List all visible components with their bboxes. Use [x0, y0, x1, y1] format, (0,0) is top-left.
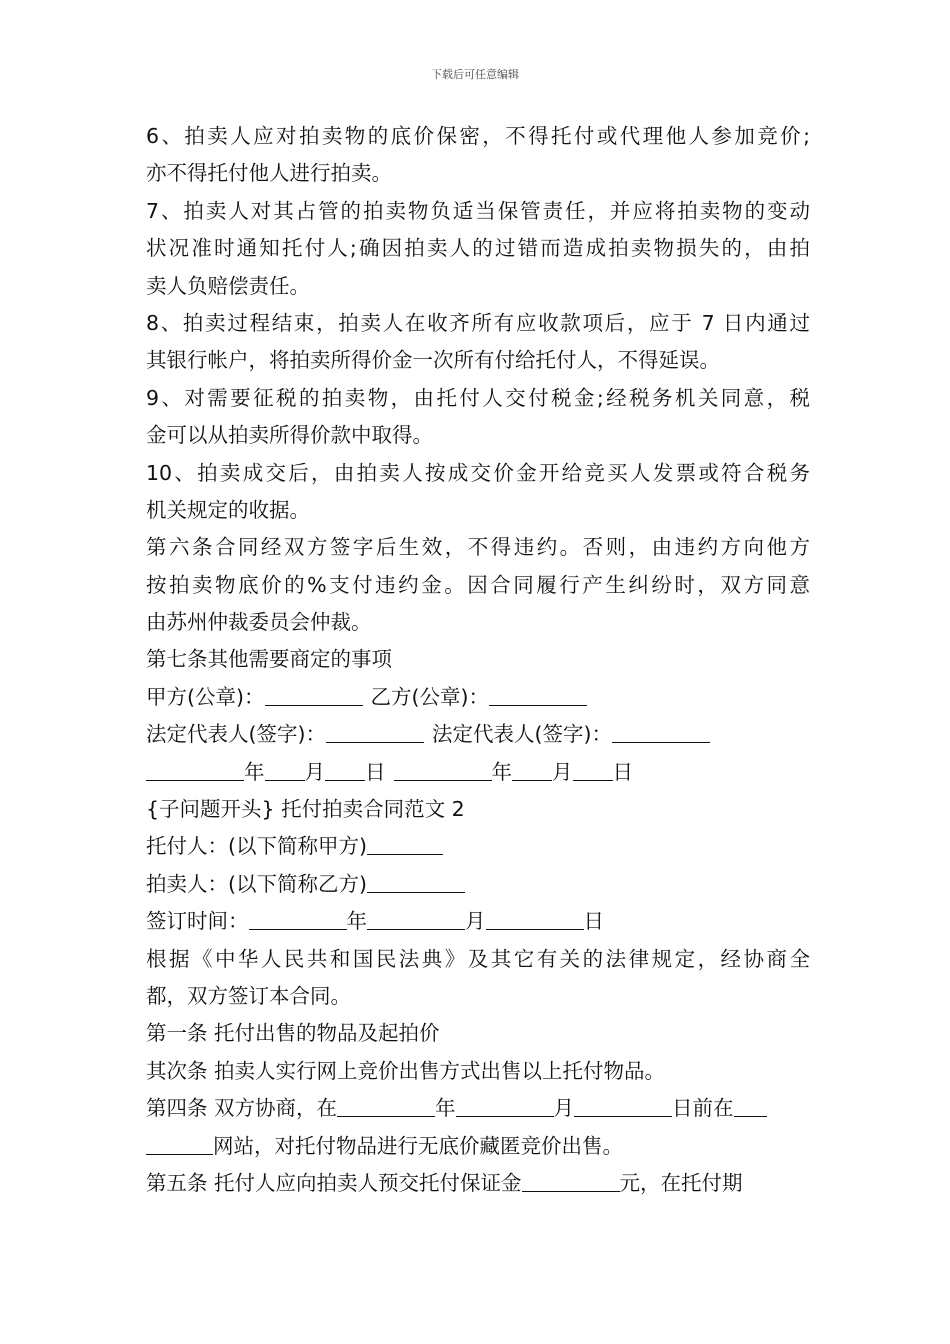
- year-label: 年: [435, 1096, 456, 1121]
- signature-blank[interactable]: [326, 720, 424, 743]
- paragraph-line: 8、拍卖过程结束，拍卖人在收齐所有应收款项后，应于 7 日内通过: [146, 310, 810, 335]
- month-label: 月: [465, 909, 486, 934]
- month-label: 月: [553, 1096, 575, 1121]
- month-label: 月: [552, 759, 573, 784]
- paragraph-line: 状况准时通知托付人;确因拍卖人的过错而造成拍卖物损失的，由拍: [146, 236, 810, 261]
- month-blank[interactable]: [512, 758, 552, 781]
- party-b-seal-label: 乙方(公章)：: [370, 684, 489, 709]
- paragraph-line: 其银行帐户，将拍卖所得价金一次所有付给托付人，不得延误。: [146, 348, 720, 373]
- page-header: 下载后可任意编辑: [431, 68, 519, 81]
- signing-date-line: [146, 903, 810, 940]
- signature-blank[interactable]: [612, 720, 710, 743]
- consignor-line: [146, 828, 810, 865]
- document-body: [146, 118, 810, 1202]
- date-line: [146, 754, 810, 791]
- paragraph-line: 10、拍卖成交后，由拍卖人按成交价金开给竞买人发票或符合税务: [146, 460, 810, 485]
- rep-b-label: 法定代表人(签字)：: [432, 722, 612, 747]
- deposit-blank[interactable]: [522, 1169, 620, 1192]
- paragraph-line: 都，双方签订本合同。: [146, 983, 351, 1008]
- paragraph-line: 第六条合同经双方签字后生效，不得违约。否则，由违约方向他方: [146, 535, 810, 560]
- party-a-seal-label: 甲方(公章)：: [146, 684, 265, 709]
- paragraph-line: 由苏州仲裁委员会仲裁。: [146, 610, 372, 635]
- paragraph-line: 7、拍卖人对其占管的拍卖物负适当保管责任，并应将拍卖物的变动: [146, 198, 810, 223]
- year-label: 年: [346, 909, 367, 934]
- auctioneer-label: 拍卖人：(以下简称乙方): [146, 871, 367, 896]
- day-blank[interactable]: [325, 758, 365, 781]
- year-label: 年: [244, 759, 265, 784]
- year-label: 年: [491, 759, 512, 784]
- paragraph-line: 卖人负赔偿责任。: [146, 273, 310, 298]
- before-at-label: 日前在: [672, 1096, 734, 1121]
- paragraph-line: 按拍卖物底价的%支付违约金。因合同履行产生纠纷时，双方同意: [146, 572, 810, 597]
- article-four-label: 第四条 双方协商，在: [146, 1096, 338, 1121]
- day-blank[interactable]: [573, 758, 613, 781]
- article-five-line: [146, 1165, 810, 1202]
- rep-a-label: 法定代表人(签字)：: [146, 722, 326, 747]
- consignor-label: 托付人：(以下简称甲方): [146, 834, 367, 859]
- representative-line: [146, 716, 810, 753]
- year-blank[interactable]: [249, 907, 347, 930]
- website-line: [146, 1128, 810, 1165]
- website-blank[interactable]: [734, 1094, 767, 1117]
- day-blank[interactable]: [574, 1094, 672, 1117]
- paragraph-line: 亦不得托付他人进行拍卖。: [146, 161, 392, 186]
- subsection-title: {子问题开头} 托付拍卖合同范文 2: [146, 797, 465, 822]
- deposit-label: 第五条 托付人应向拍卖人预交托付保证金: [146, 1170, 522, 1195]
- article-line: 第一条 托付出售的物品及起拍价: [146, 1021, 440, 1046]
- day-label: 日: [365, 759, 386, 784]
- month-blank[interactable]: [265, 758, 305, 781]
- year-blank[interactable]: [146, 758, 244, 781]
- month-label: 月: [304, 759, 325, 784]
- month-blank[interactable]: [456, 1094, 554, 1117]
- paragraph-line: 金可以从拍卖所得价款中取得。: [146, 423, 433, 448]
- party-seal-line: [146, 679, 810, 716]
- year-blank[interactable]: [394, 758, 492, 781]
- paragraph-line: 根据《中华人民共和国民法典》及其它有关的法律规定，经协商全: [146, 946, 810, 971]
- auctioneer-blank[interactable]: [367, 870, 465, 893]
- day-label: 日: [612, 759, 633, 784]
- signature-blank[interactable]: [489, 683, 587, 706]
- website-blank[interactable]: [146, 1132, 213, 1155]
- year-blank[interactable]: [337, 1094, 435, 1117]
- deposit-unit-text: 元，在托付期: [619, 1170, 743, 1195]
- auctioneer-line: [146, 866, 810, 903]
- day-label: 日: [583, 909, 604, 934]
- month-blank[interactable]: [367, 907, 465, 930]
- paragraph-line: 6、拍卖人应对拍卖物的底价保密，不得托付或代理他人参加竞价;: [146, 124, 810, 148]
- paragraph-line: 9、对需要征税的拍卖物，由托付人交付税金;经税务机关同意，税: [146, 385, 810, 410]
- day-blank[interactable]: [486, 907, 584, 930]
- paragraph-line: 机关规定的收据。: [146, 497, 310, 522]
- signature-blank[interactable]: [265, 683, 363, 706]
- website-text: 网站，对托付物品进行无底价藏匿竞价出售。: [213, 1133, 623, 1158]
- section-heading: 第七条其他需要商定的事项: [146, 647, 392, 672]
- signing-date-label: 签订时间：: [146, 909, 249, 934]
- article-four-line: [146, 1090, 810, 1127]
- consignor-blank[interactable]: [367, 832, 443, 855]
- article-line: 其次条 拍卖人实行网上竞价出售方式出售以上托付物品。: [146, 1058, 666, 1083]
